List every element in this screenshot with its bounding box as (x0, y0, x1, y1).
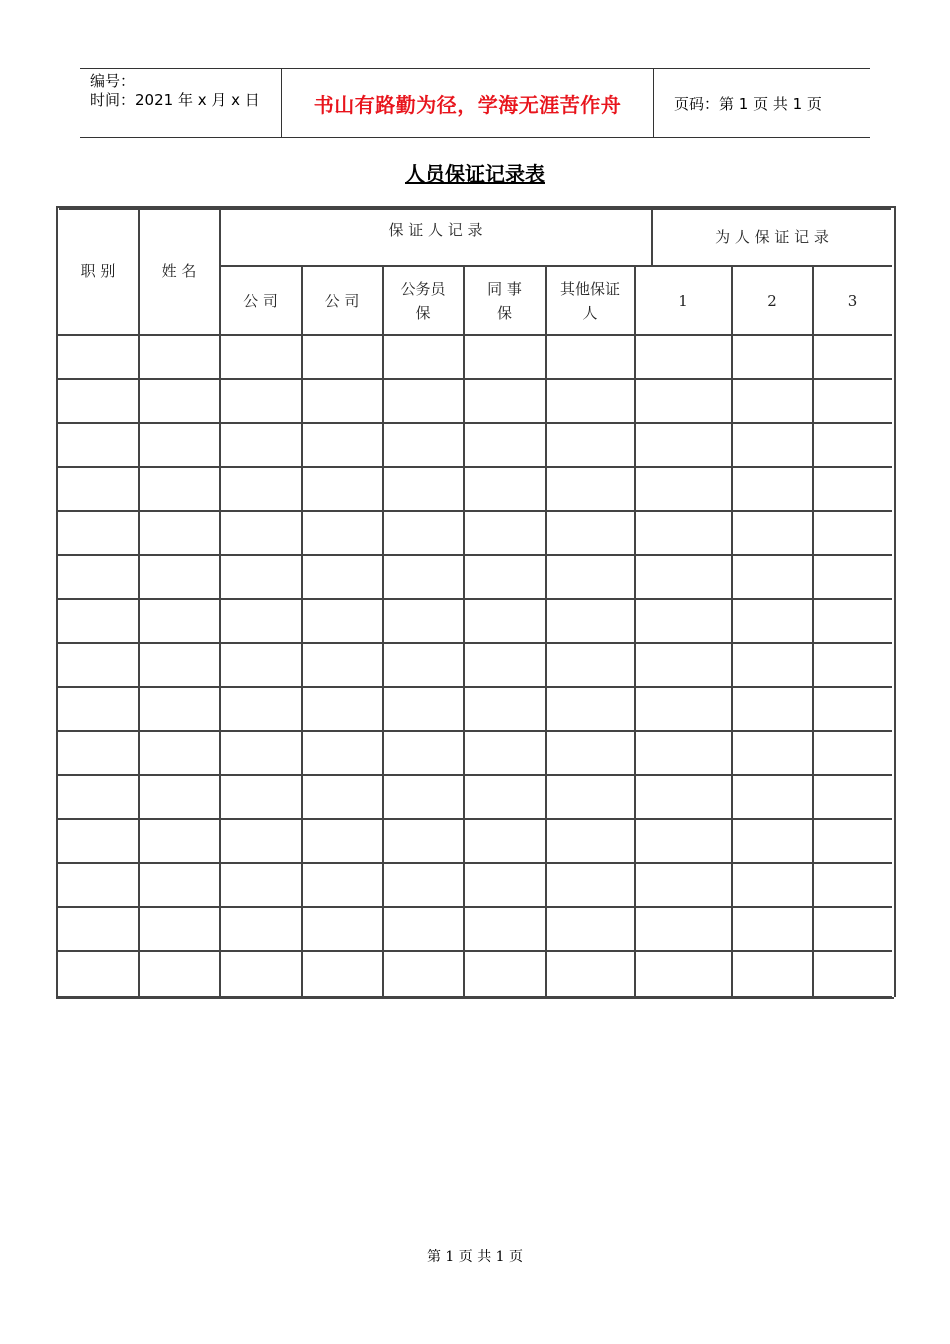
header-split-line (219, 265, 892, 266)
row-line (58, 378, 892, 379)
col-line (382, 265, 383, 997)
number-label: 编号： (90, 72, 136, 90)
row-line (58, 334, 892, 335)
page-footer: 第 1 页 共 1 页 (426, 1249, 524, 1265)
header-colleague: 同 事 保 (487, 280, 522, 322)
row-line (58, 774, 892, 775)
row-line (58, 862, 892, 863)
table-border-top (56, 206, 894, 207)
table-border-left (56, 206, 57, 997)
page-title: 人员保证记录表 (405, 162, 545, 186)
row-line (58, 818, 892, 819)
group-divider-line (651, 208, 652, 266)
header-motto: 书山有路勤为径，学海无涯苦作舟 (282, 69, 654, 137)
row-line (58, 554, 892, 555)
row-line (58, 730, 892, 731)
col-line (301, 265, 302, 997)
header-company-1: 公 司 (243, 292, 278, 310)
row-line (58, 598, 892, 599)
col-line (463, 265, 464, 997)
header-other-guarantor: 其他保证 人 (559, 280, 620, 322)
row-line (58, 950, 892, 951)
page-info-text: 页码：第 1 页 共 1 页 (674, 94, 822, 113)
header-position: 职 别 (80, 262, 116, 280)
table-border-bottom (56, 997, 894, 998)
header-col-2: 2 (767, 292, 777, 310)
col-line (812, 265, 813, 997)
table-inner-top (59, 208, 891, 209)
col-line (731, 265, 732, 997)
row-line (58, 642, 892, 643)
header-guarantor-group: 保 证 人 记 录 (388, 221, 483, 239)
col-line (138, 208, 139, 997)
row-line (58, 996, 892, 997)
header-company-2: 公 司 (324, 292, 360, 310)
header-name: 姓 名 (161, 262, 197, 280)
row-line (58, 906, 892, 907)
table-border-right (894, 206, 895, 997)
header-civil-servant: 公务员 保 (400, 280, 446, 322)
header-guarantee-for-group: 为 人 保 证 记 录 (715, 228, 829, 246)
col-line (545, 265, 546, 997)
row-line (58, 422, 892, 423)
header-col-3: 3 (847, 292, 858, 310)
row-line (58, 686, 892, 687)
row-line (58, 510, 892, 511)
header-col-1: 1 (678, 292, 688, 310)
row-line (58, 466, 892, 467)
time-label: 时间：2021 年 x 月 x 日 (90, 91, 260, 109)
col-line (634, 265, 635, 997)
col-line (219, 208, 220, 997)
